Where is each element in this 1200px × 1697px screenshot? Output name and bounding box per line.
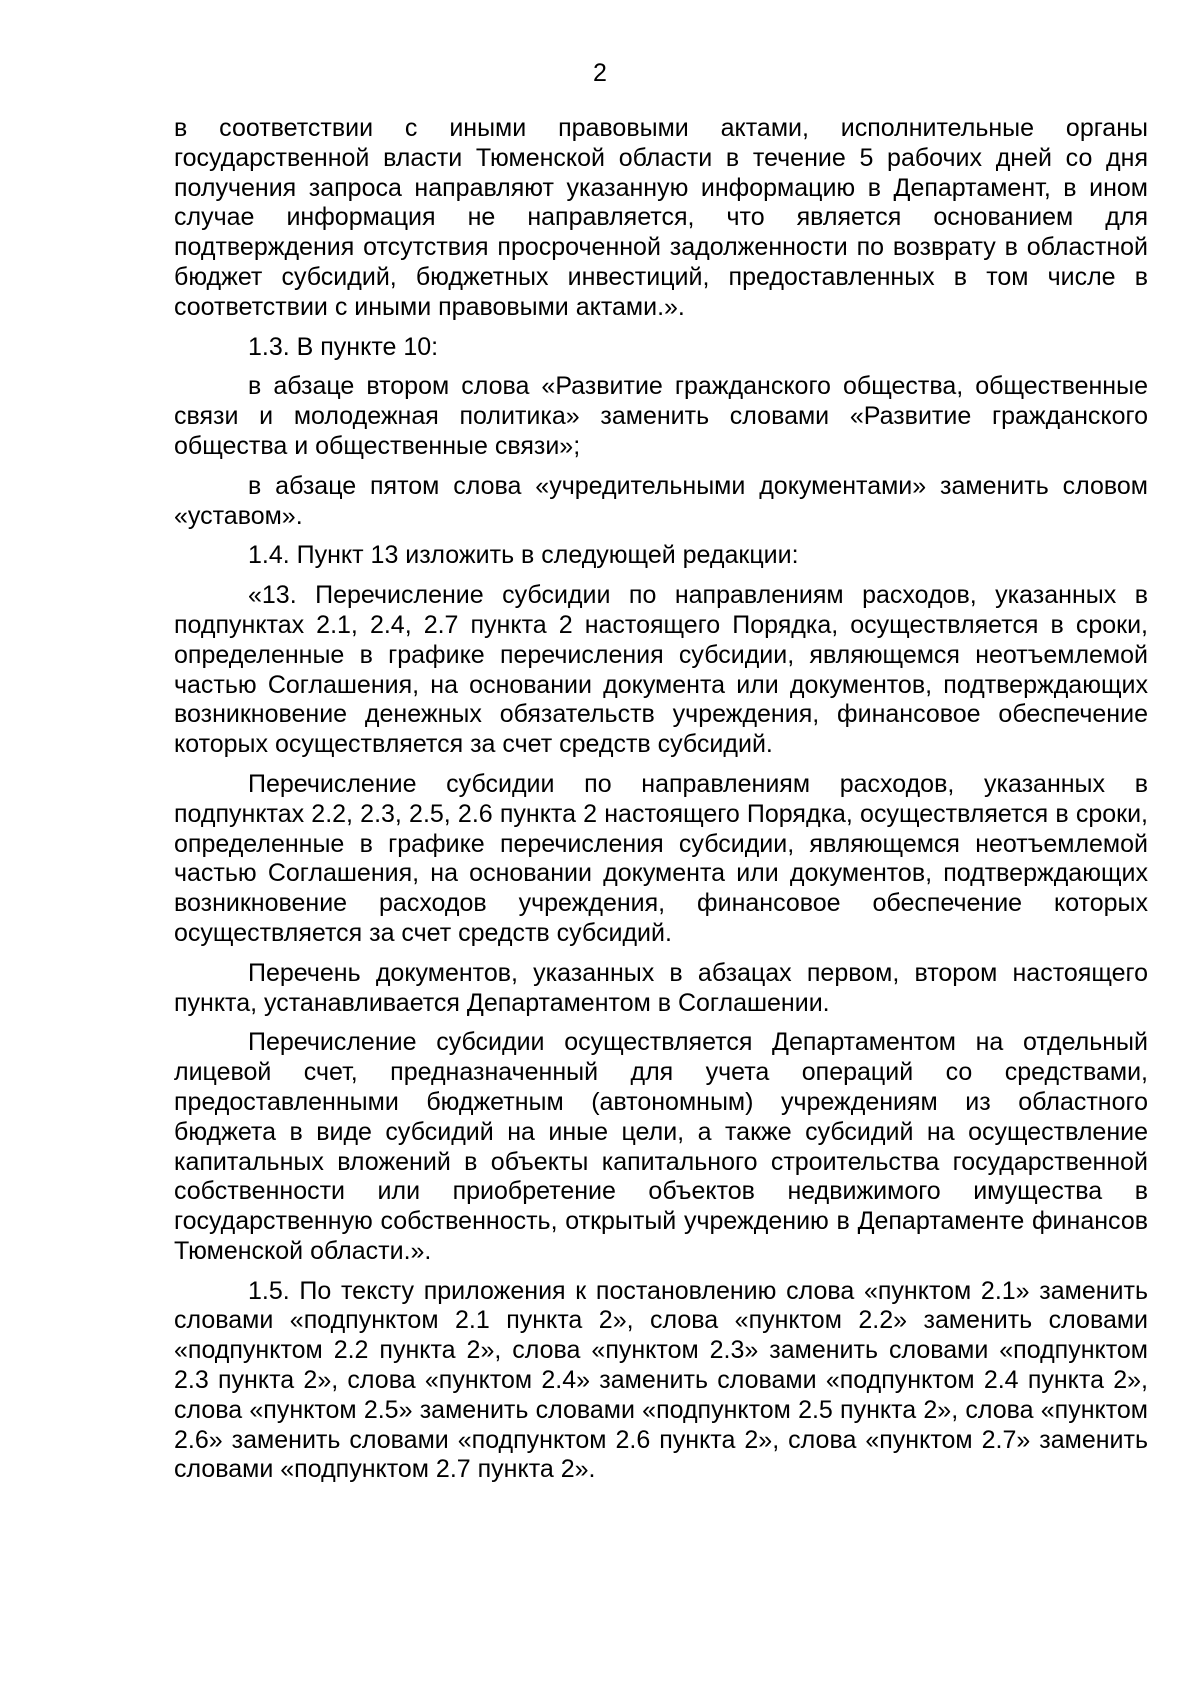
paragraph-item-1-5: 1.5. По тексту приложения к постановлению слова «пунктом 2.1» заменить словами «подпунктом 2.1 пункта 2», слова «пунктом 2.2» заменить словами «подпунктом 2.2 пункта 2», слова «пунктом 2.3» заменить словами «подпунктом 2.3 пункта 2», слова «пунктом 2.4» заменить словами «подпунктом 2.4 пункта 2», слова «пунктом 2.5» заменить словами «подпунктом 2.5 пункта 2», слова «пунктом 2.6» заменить словами «подпунктом 2.6 пункта 2», слова «пунктом 2.7» заменить словами «подпунктом 2.7 пункта 2». (174, 1276, 1148, 1484)
document-body (174, 114, 1148, 1495)
page-number: 2 (593, 59, 607, 87)
paragraph-item-13-second: Перечисление субсидии по направлениям расходов, указанных в подпунктах 2.2, 2.3, 2.5, 2.6 пункта 2 настоящего Порядка, осуществляется в сроки, определенные в графике перечисления субсидии, являющемся неотъемлемой частью Соглашения, на основании документа или документов, подтверждающих возникновение расходов учреждения, финансовое обеспечение которых осуществляется за счет средств субсидий. (174, 769, 1148, 947)
paragraph-continuation: в соответствии с иными правовыми актами, исполнительные органы государственной власти Тюменской области в течение 5 рабочих дней со дня получения запроса направляют указанную информацию в Департамент, в ином случае информация не направляется, что является основанием для подтверждения отсутствия просроченной задолженности по возврату в областной бюджет субсидий, бюджетных инвестиций, предоставленных в том числе в соответствии с иными правовыми актами.». (174, 114, 1148, 321)
paragraph-item-1-4: 1.4. Пункт 13 изложить в следующей редакции: (248, 541, 799, 570)
paragraph-item-13-account: Перечисление субсидии осуществляется Департаментом на отдельный лицевой счет, предназначенный для учета операций со средствами, предоставленными бюджетным (автономным) учреждениям из областного бюджета в виде субсидий на иные цели, а также субсидий на осуществление капитальных вложений в объекты капитального строительства государственной собственности или приобретение объектов недвижимого имущества в государственную собственность, открытый учреждению в Департаменте финансов Тюменской области.». (174, 1028, 1148, 1265)
paragraph-item-13-text: «13. Перечисление субсидии по направлениям расходов, указанных в подпунктах 2.1, 2.4, 2.7 пункта 2 настоящего Порядка, осуществляется в сроки, определенные в графике перечисления субсидии, являющемся неотъемлемой частью Соглашения, на основании документа или документов, подтверждающих возникновение денежных обязательств учреждения, финансовое обеспечение которых осуществляется за счет средств субсидий. (174, 581, 1148, 759)
paragraph-item-1-3-abzac-5: в абзаце пятом слова «учредительными документами» заменить словом «уставом». (174, 471, 1148, 530)
paragraph-item-13-documents: Перечень документов, указанных в абзацах первом, втором настоящего пункта, устанавливается Департаментом в Соглашении. (174, 958, 1148, 1017)
paragraph-item-1-3-abzac-2: в абзаце втором слова «Развитие гражданского общества, общественные связи и молодежная политика» заменить словами «Развитие гражданского общества и общественные связи»; (174, 372, 1148, 460)
paragraph-item-1-3: 1.3. В пункте 10: (248, 332, 439, 361)
